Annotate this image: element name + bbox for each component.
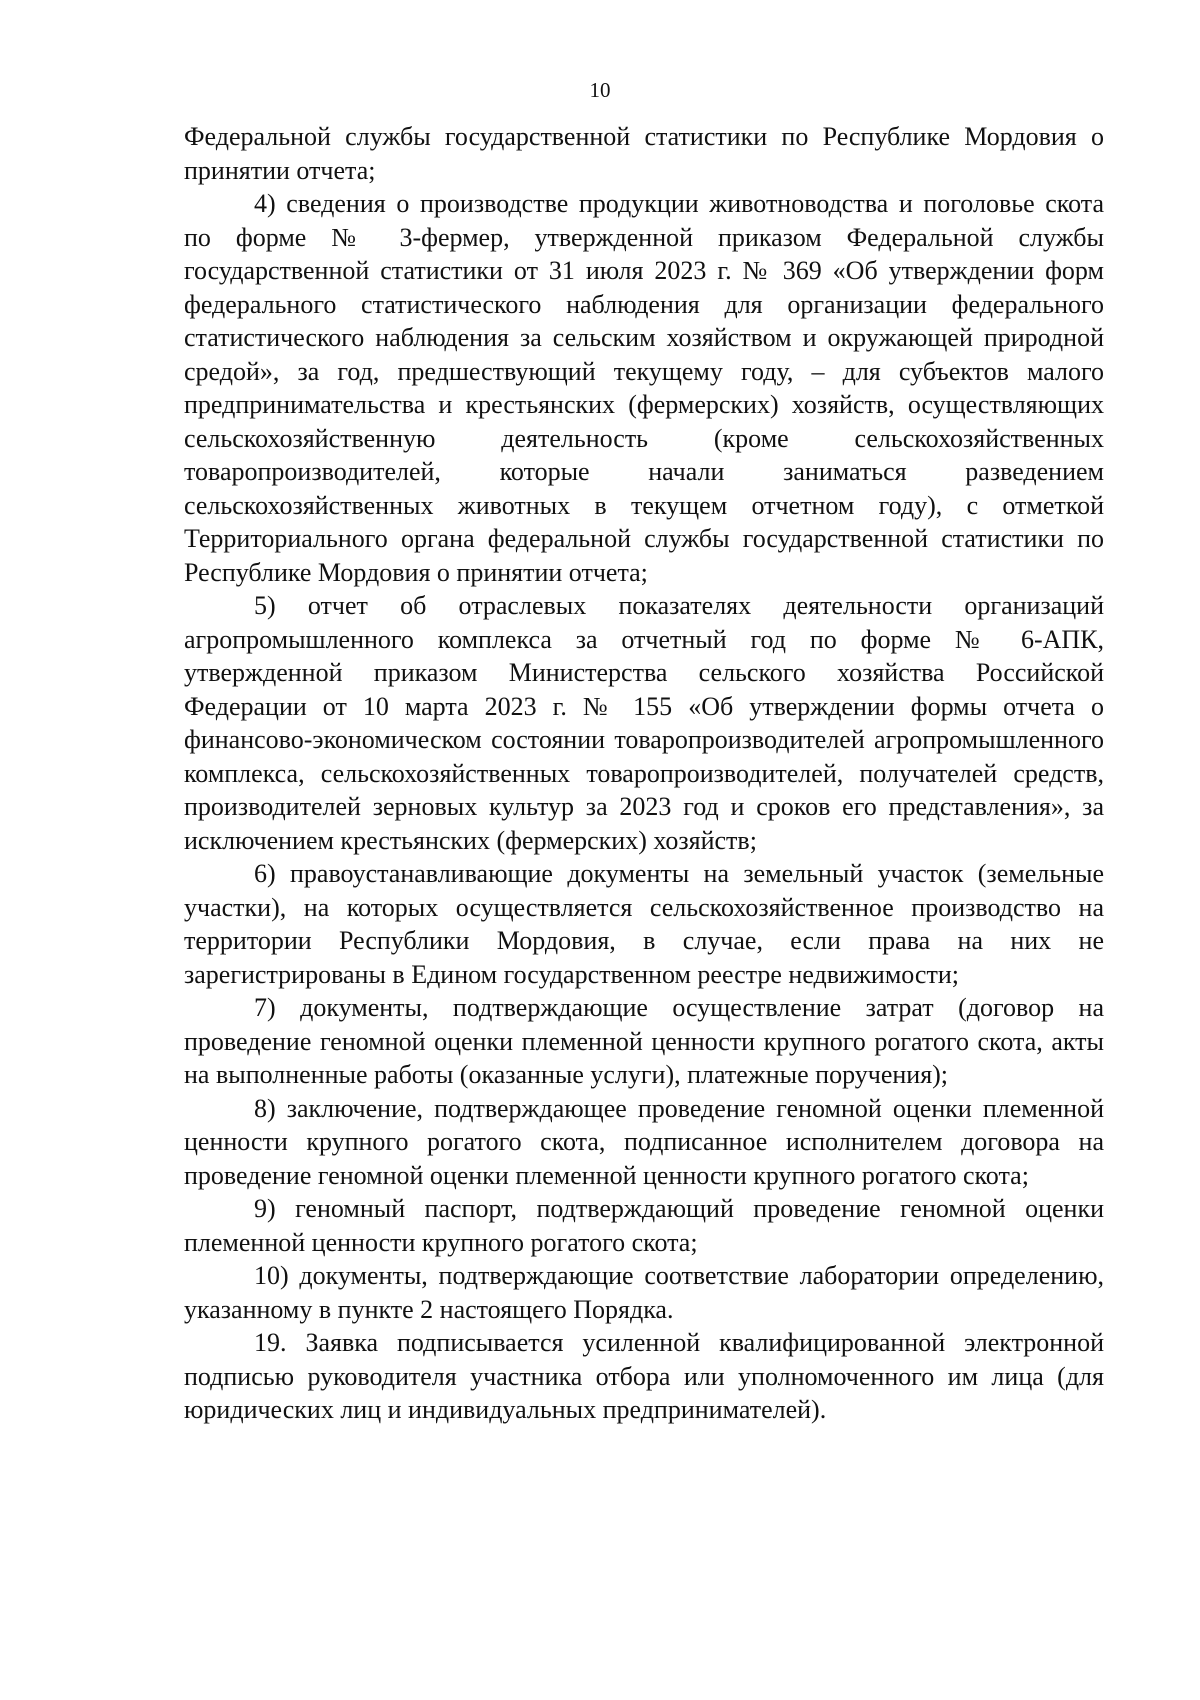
page-number: 10 [589, 78, 611, 102]
paragraph-item-4: 4) сведения о производстве продукции животноводства и поголовье скота по форме № 3-фермер, утвержденной приказом Федеральной службы государственной статистики от 31 июля 2023 г. № 369 «Об утверждении форм федерального статистического наблюдения для организации федерального статистического наблюдения за сельским хозяйством и окружающей природной средой», за год, предшествующий текущему году, – для субъектов малого предпринимательства и крестьянских (фермерских) хозяйств, осуществляющих сельскохозяйственную деятельность (кроме сельскохозяйственных товаропроизводителей, которые начали заниматься разведением сельскохозяйственных животных в текущем отчетном году), с отметкой Территориального органа федеральной службы государственной статистики по Республике Мордовия о принятии отчета; [184, 189, 1104, 587]
paragraph-item-6: 6) правоустанавливающие документы на земельный участок (земельные участки), на которых осуществляется сельскохозяйственное производство на территории Республики Мордовия, в случае, если права на них не зарегистрированы в Едином государственном реестре недвижимости; [184, 859, 1104, 989]
paragraph-item-9: 9) геномный паспорт, подтверждающий проведение геномной оценки племенной ценности крупного рогатого скота; [184, 1194, 1104, 1257]
paragraph-clause-19: 19. Заявка подписывается усиленной квалифицированной электронной подписью руководителя участника отбора или уполномоченного им лица (для юридических лиц и индивидуальных предпринимателей). [184, 1328, 1104, 1424]
paragraph-item-5: 5) отчет об отраслевых показателях деятельности организаций агропромышленного комплекса за отчетный год по форме № 6-АПК, утвержденной приказом Министерства сельского хозяйства Российской Федерации от 10 марта 2023 г. № 155 «Об утверждении формы отчета о финансово-экономическом состоянии товаропроизводителей агропромышленного комплекса, сельскохозяйственных товаропроизводителей, получателей средств, производителей зерновых культур за 2023 год и сроков его представления», за исключением крестьянских (фермерских) хозяйств; [184, 591, 1104, 855]
document-body [184, 120, 1104, 1427]
paragraph-item-8: 8) заключение, подтверждающее проведение геномной оценки племенной ценности крупного рогатого скота, подписанное исполнителем договора на проведение геномной оценки племенной ценности крупного рогатого скота; [184, 1093, 1104, 1190]
paragraph-item-7: 7) документы, подтверждающие осуществление затрат (договор на проведение геномной оценки племенной ценности крупного рогатого скота, акты на выполненные работы (оказанные услуги), платежные поручения); [184, 993, 1104, 1089]
paragraph-continuation: Федеральной службы государственной статистики по Республике Мордовия о принятии отчета; [184, 122, 1104, 185]
paragraph-item-10: 10) документы, подтверждающие соответствие лаборатории определению, указанному в пункте 2 настоящего Порядка. [184, 1261, 1104, 1324]
